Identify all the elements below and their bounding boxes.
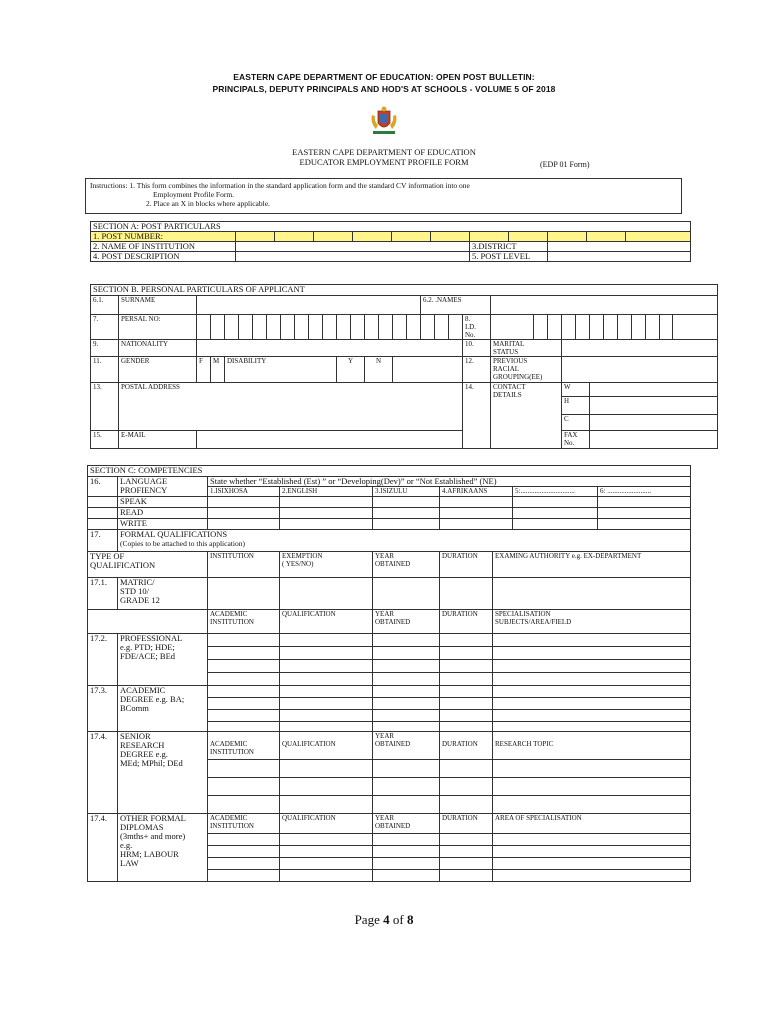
persal-box[interactable] [351,315,365,340]
language-header: 4.AFRIKAANS [440,487,513,497]
input-cell[interactable] [493,722,691,732]
persal-box[interactable] [323,315,337,340]
input-cell[interactable] [373,778,440,796]
persal-box[interactable] [449,315,463,340]
input-cell[interactable] [493,698,691,710]
persal-box[interactable] [309,315,323,340]
input-cell[interactable] [493,834,691,846]
input-cell[interactable] [440,698,493,710]
input-cell[interactable] [440,870,493,882]
other-diplomas-label: OTHER FORMAL DIPLOMAS (3mths+ and more) e.g. HRM; LABOUR LAW [118,814,208,882]
proficiency-cell[interactable] [440,497,513,508]
department-name: EASTERN CAPE DEPARTMENT OF EDUCATION [292,147,476,157]
input-cell[interactable] [208,673,280,686]
row-number: 9. [91,340,119,357]
matric-label: MATRIC/ STD 10/ GRADE 12 [118,578,208,610]
input-cell[interactable] [440,710,493,722]
post-number-box[interactable] [548,232,587,242]
column-header: RESEARCH TOPIC [493,732,691,760]
input-cell[interactable] [493,778,691,796]
row-number: 17.4. [88,732,118,814]
input-cell[interactable] [280,846,373,858]
language-header: 2.ENGLISH [280,487,373,497]
row-number [88,519,118,530]
persal-box[interactable] [239,315,253,340]
surname-field[interactable] [197,296,421,315]
input-cell[interactable] [280,710,373,722]
column-header: QUALIFICATION [280,610,373,634]
matric-duration[interactable] [440,578,493,610]
contact-work-field[interactable] [590,383,718,397]
row-number: 17. [88,530,118,552]
input-cell[interactable] [208,834,280,846]
section-a-title: SECTION A: POST PARTICULARS [91,222,691,232]
input-cell[interactable] [373,634,440,647]
column-header: AREA OF SPECIALISATION [493,814,691,834]
input-cell[interactable] [373,698,440,710]
section-a-table [90,221,691,262]
contact-cell-label: C [562,415,590,431]
column-header: DURATION [440,610,493,634]
disability-yes[interactable]: Y [337,357,365,383]
row-number: 16. [88,477,118,497]
row-number: 11. [91,357,119,383]
racial-grouping-label: PREVIOUS RACIAL GROUPING(EE) [491,357,562,383]
contact-work-label: W [562,383,590,397]
row-number: 10. [463,340,491,357]
fax-field[interactable] [590,431,718,449]
column-header: YEAR OBTAINED [373,814,440,834]
persal-box[interactable] [267,315,281,340]
proficiency-cell[interactable] [280,519,373,530]
language-header: 5:............................... [513,487,598,497]
column-header: YEAR OBTAINED [373,552,440,578]
gender-female[interactable]: F [197,357,211,383]
names-label: 6.2. .NAMES [421,296,491,315]
language-proficiency-label: LANGUAGE PROFIENCY [118,477,208,497]
input-cell[interactable] [493,686,691,698]
disability-field[interactable] [393,357,463,383]
contact-details-label: CONTACT DETAILS [491,383,562,449]
proficiency-cell[interactable] [280,508,373,519]
institution-field[interactable] [236,242,470,252]
persal-box[interactable] [211,315,225,340]
postal-address-label: POSTAL ADDRESS [119,383,463,431]
input-cell[interactable] [440,858,493,870]
input-cell[interactable] [280,647,373,660]
input-cell[interactable] [208,660,280,673]
id-box[interactable] [562,315,576,340]
nationality-field[interactable] [197,340,463,357]
input-cell[interactable] [280,778,373,796]
input-cell[interactable] [493,710,691,722]
input-cell[interactable] [280,796,373,814]
skill-label: WRITE [118,519,208,530]
column-header: QUALIFICATION [280,814,373,834]
section-c-title: SECTION C: COMPETENCIES [88,466,691,477]
proficiency-cell[interactable] [598,497,691,508]
input-cell[interactable] [493,870,691,882]
input-cell[interactable] [373,660,440,673]
post-number-box[interactable] [353,232,392,242]
persal-box[interactable] [365,315,379,340]
proficiency-cell[interactable] [208,497,280,508]
proficiency-cell[interactable] [208,508,280,519]
proficiency-cell[interactable] [513,519,598,530]
column-header: DURATION [440,814,493,834]
input-cell[interactable] [493,634,691,647]
input-cell[interactable] [208,722,280,732]
row-number: 7. [91,315,119,340]
academic-degree-label: ACADEMIC DEGREE e.g. BA; BComm [118,686,208,732]
coat-of-arms-icon [367,105,401,137]
input-cell[interactable] [373,710,440,722]
instruction-line: Instructions: 1. This form combines the information in the standard application form and the standard CV information into one [90,181,470,190]
email-label: E-MAIL [119,431,197,449]
column-header: QUALIFICATION [280,732,373,760]
post-description-field[interactable] [236,252,470,262]
post-number-box[interactable] [236,232,275,242]
persal-box[interactable] [295,315,309,340]
id-box[interactable] [590,315,604,340]
proficiency-cell[interactable] [440,508,513,519]
input-cell[interactable] [208,796,280,814]
id-box[interactable] [534,315,548,340]
id-box[interactable] [548,315,562,340]
input-cell[interactable] [493,796,691,814]
input-cell[interactable] [373,858,440,870]
matric-institution[interactable] [208,578,280,610]
row-number: 13. [91,383,119,431]
id-box[interactable] [604,315,618,340]
matric-authority[interactable] [493,578,691,610]
spacer-cell [88,610,208,634]
senior-research-label: SENIOR RESEARCH DEGREE e.g. MEd; MPhil; DEd [118,732,208,814]
id-box[interactable] [646,315,660,340]
surname-label: SURNAME [119,296,197,315]
input-cell[interactable] [280,673,373,686]
instructions-box [85,178,682,214]
input-cell[interactable] [493,673,691,686]
section-b-title: SECTION B. PERSONAL PARTICULARS OF APPLICANT [91,285,718,296]
form-code: (EDP 01 Form) [540,160,590,169]
persal-box[interactable] [407,315,421,340]
column-header: YEAR OBTAINED [373,732,440,760]
input-cell[interactable] [208,846,280,858]
input-cell[interactable] [373,834,440,846]
form-title: EDUCATOR EMPLOYMENT PROFILE FORM [299,157,469,167]
id-box[interactable] [576,315,590,340]
input-cell[interactable] [493,660,691,673]
row-number: 17.4. [88,814,118,882]
marital-status-field[interactable] [562,340,718,357]
input-cell[interactable] [440,846,493,858]
id-box[interactable] [618,315,632,340]
racial-grouping-field[interactable] [562,357,718,383]
id-box[interactable] [632,315,646,340]
instruction-line: Employment Profile Form. [153,190,235,199]
district-field[interactable] [548,242,691,252]
proficiency-cell[interactable] [373,497,440,508]
input-cell[interactable] [440,634,493,647]
input-cell[interactable] [280,858,373,870]
input-cell[interactable] [493,858,691,870]
row-number: 12. [463,357,491,383]
contact-home-label: H [562,397,590,415]
input-cell[interactable] [208,698,280,710]
persal-box[interactable] [253,315,267,340]
input-cell[interactable] [208,870,280,882]
input-cell[interactable] [208,634,280,647]
email-field[interactable] [197,431,463,449]
gender-male[interactable]: M [211,357,225,383]
input-cell[interactable] [280,634,373,647]
id-box[interactable] [673,315,718,340]
persal-box[interactable] [421,315,435,340]
input-cell[interactable] [493,760,691,778]
row-number [88,508,118,519]
post-number-box[interactable] [587,232,626,242]
id-box[interactable] [491,315,534,340]
input-cell[interactable] [280,760,373,778]
fax-label: FAX No. [562,431,590,449]
input-cell[interactable] [280,686,373,698]
post-number-box[interactable] [626,232,691,242]
input-cell[interactable] [208,858,280,870]
input-cell[interactable] [208,647,280,660]
input-cell[interactable] [280,660,373,673]
column-header: EXAMING AUTHORITY e.g. EX-DEPARTMENT [493,552,691,578]
marital-status-label: MARITAL STATUS [491,340,562,357]
input-cell[interactable] [373,686,440,698]
row-number: 15. [91,431,119,449]
row-number: 14. [463,383,491,449]
input-cell[interactable] [208,686,280,698]
language-instruction: State whether “Established (Est) ” or “Developing(Dev)” or “Not Established” (NE) [208,477,691,487]
persal-box[interactable] [281,315,295,340]
disability-no[interactable]: N [365,357,393,383]
input-cell[interactable] [373,760,440,778]
post-number-label: 1. POST NUMBER: [91,232,236,242]
section-c-table [87,465,691,882]
post-number-box[interactable] [509,232,548,242]
id-box[interactable] [660,315,673,340]
institution-label: 2. NAME OF INSTITUTION [91,242,236,252]
column-header: INSTITUTION [208,552,280,578]
language-header: 3.ISIZULU [373,487,440,497]
persal-box[interactable] [379,315,393,340]
column-header: SPECIALISATION SUBJECTS/AREA/FIELD [493,610,691,634]
row-number: 17.1. [88,578,118,610]
persal-label: PERSAL NO: [119,315,197,340]
professional-label: PROFESSIONAL e.g. PTD; HDE; FDE/ACE; BEd [118,634,208,686]
proficiency-cell[interactable] [513,497,598,508]
column-header: DURATION [440,552,493,578]
input-cell[interactable] [440,686,493,698]
input-cell[interactable] [440,834,493,846]
input-cell[interactable] [208,778,280,796]
input-cell[interactable] [280,870,373,882]
column-header: ACADEMIC INSTITUTION [208,610,280,634]
input-cell[interactable] [373,846,440,858]
post-number-box[interactable] [392,232,431,242]
names-field[interactable] [491,296,718,315]
proficiency-cell[interactable] [440,519,513,530]
id-label: 8. I.D. No. [463,315,491,340]
input-cell[interactable] [440,673,493,686]
input-cell[interactable] [440,778,493,796]
input-cell[interactable] [440,796,493,814]
disability-label: DISABILITY [225,357,337,383]
input-cell[interactable] [440,722,493,732]
proficiency-cell[interactable] [513,508,598,519]
input-cell[interactable] [208,710,280,722]
post-number-box[interactable] [431,232,470,242]
matric-year[interactable] [373,578,440,610]
proficiency-cell[interactable] [373,519,440,530]
column-header: EXEMPTION ( YES/NO) [280,552,373,578]
row-number: 17.2. [88,634,118,686]
input-cell[interactable] [208,760,280,778]
contact-home-field[interactable] [590,397,718,415]
post-number-box[interactable] [275,232,314,242]
skill-label: SPEAK [118,497,208,508]
bulletin-title-line1: EASTERN CAPE DEPARTMENT OF EDUCATION: OPEN POST BULLETIN: [233,72,535,82]
skill-label: READ [118,508,208,519]
column-header: ACADEMIC INSTITUTION [208,814,280,834]
instruction-line: 2. Place an X in blocks where applicable. [146,199,270,208]
row-number: 6.1. [91,296,119,315]
post-level-label: 5. POST LEVEL [470,252,548,262]
proficiency-cell[interactable] [280,497,373,508]
proficiency-cell[interactable] [373,508,440,519]
persal-box[interactable] [197,315,211,340]
gender-label: GENDER [119,357,197,383]
post-number-box[interactable] [470,232,509,242]
input-cell[interactable] [373,673,440,686]
input-cell[interactable] [373,647,440,660]
language-header: 6: ......................... [598,487,691,497]
input-cell[interactable] [440,760,493,778]
input-cell[interactable] [373,796,440,814]
input-cell[interactable] [493,647,691,660]
post-number-box[interactable] [314,232,353,242]
persal-box[interactable] [435,315,449,340]
page-number: Page 4 of 8 [354,912,414,927]
proficiency-cell[interactable] [598,519,691,530]
row-number [88,497,118,508]
column-header: DURATION [440,732,493,760]
nationality-label: NATIONALITY [119,340,197,357]
post-level-field[interactable] [548,252,691,262]
input-cell[interactable] [280,698,373,710]
input-cell[interactable] [440,660,493,673]
bulletin-title-line2: PRINCIPALS, DEPUTY PRINCIPALS AND HOD'S AT SCHOOLS - VOLUME 5 OF 2018 [212,84,556,94]
input-cell[interactable] [440,647,493,660]
input-cell[interactable] [280,834,373,846]
persal-box[interactable] [225,315,239,340]
language-header: 1.ISIXHOSA [208,487,280,497]
section-b-table [90,284,718,449]
contact-cell-field[interactable] [590,415,718,431]
proficiency-cell[interactable] [598,508,691,519]
input-cell[interactable] [280,722,373,732]
proficiency-cell[interactable] [208,519,280,530]
input-cell[interactable] [493,846,691,858]
row-number: 17.3. [88,686,118,732]
column-header: ACADEMIC INSTITUTION [208,732,280,760]
qualification-type-header: TYPE OF QUALIFICATION [88,552,208,578]
matric-exemption[interactable] [280,578,373,610]
post-description-label: 4. POST DESCRIPTION [91,252,236,262]
persal-box[interactable] [393,315,407,340]
district-label: 3.DISTRICT [470,242,548,252]
input-cell[interactable] [373,870,440,882]
column-header: YEAR OBTAINED [373,610,440,634]
input-cell[interactable] [373,722,440,732]
persal-box[interactable] [337,315,351,340]
formal-qualifications-label: FORMAL QUALIFICATIONS (Copies to be attached to this application) [118,530,691,552]
